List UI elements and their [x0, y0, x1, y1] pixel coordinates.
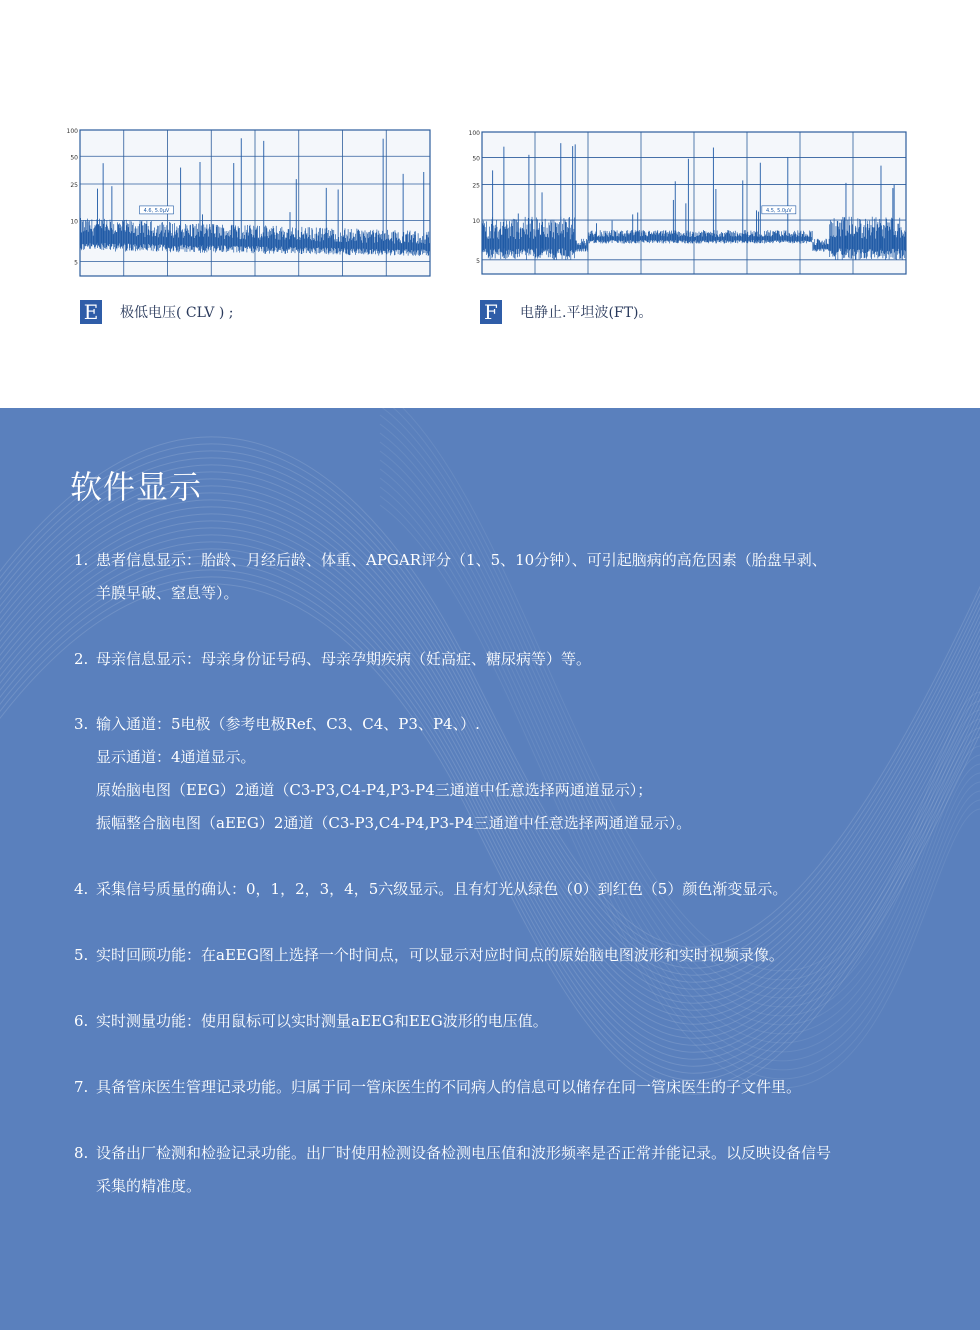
marker-label: 4.5, 5.0μV: [765, 207, 792, 214]
badge-e: E: [80, 300, 102, 324]
list-item: [74, 544, 934, 610]
caption-f: [480, 300, 652, 324]
caption-f-text: 电静止.平坦波(FT)。: [520, 305, 653, 321]
list-item: [74, 1005, 934, 1038]
y-tick-label: 50: [472, 155, 480, 163]
list-item: [74, 1071, 934, 1104]
item-line: 实时测量功能：使用鼠标可以实时测量aEEG和EEG波形的电压值。: [96, 1012, 548, 1030]
y-tick-label: 50: [70, 154, 78, 162]
aeeg-trace-e: [64, 124, 434, 284]
aeeg-chart-f: [466, 126, 910, 282]
y-tick-label: 10: [472, 218, 480, 226]
badge-f: F: [480, 300, 502, 324]
aeeg-trace-f: [466, 126, 910, 282]
y-tick-label: 10: [70, 218, 78, 226]
item-line: 输入通道：5电极（参考电极Ref、C3、C4、P3、P4、）.: [96, 715, 480, 733]
item-line: 采集的精准度。: [96, 1177, 202, 1195]
item-number: 7.: [74, 1078, 89, 1096]
caption-e-text: 极低电压( CLV ) ;: [120, 305, 234, 321]
list-item: [74, 939, 934, 972]
y-tick-label: 5: [476, 257, 480, 265]
item-number: 4.: [74, 880, 89, 898]
list-item: [74, 708, 934, 840]
item-number: 5.: [74, 946, 89, 964]
y-tick-label: 100: [66, 128, 78, 135]
y-tick-label: 5: [74, 259, 78, 267]
list-item: [74, 873, 934, 906]
list-item: [74, 643, 934, 676]
item-line: 采集信号质量的确认：0，1，2，3，4，5六级显示。且有灯光从绿色（0）到红色（5）颜色渐变显示。: [96, 880, 788, 898]
aeeg-chart-e: [64, 124, 434, 284]
item-line: 原始脑电图（EEG）2通道（C3-P3,C4-P4,P3-P4三通道中任意选择两通道显示）；: [96, 781, 653, 799]
item-line: 实时回顾功能：在aEEG图上选择一个时间点，可以显示对应时间点的原始脑电图波形和实时视频录像。: [96, 946, 784, 964]
item-number: 6.: [74, 1012, 89, 1030]
item-number: 8.: [74, 1144, 89, 1162]
item-number: 2.: [74, 650, 89, 668]
y-tick-label: 25: [472, 182, 480, 190]
item-line: 母亲信息显示：母亲身份证号码、母亲孕期疾病（妊高症、糖尿病等）等。: [96, 650, 592, 668]
list-item: [74, 1137, 934, 1203]
section-title: 软件显示: [70, 468, 203, 506]
item-line: 具备管床医生管理记录功能。归属于同一管床医生的不同病人的信息可以储存在同一管床医生的子文件里。: [96, 1078, 802, 1096]
item-line: 患者信息显示：胎龄、月经后龄、体重、APGAR评分（1、5、10分钟）、可引起脑病的高危因素（胎盘早剥、: [96, 551, 827, 569]
item-line: 羊膜早破、窒息等）。: [96, 584, 239, 602]
item-line: 显示通道：4通道显示。: [96, 748, 256, 766]
item-line: 振幅整合脑电图（aEEG）2通道（C3-P3,C4-P4,P3-P4三通道中任意选择两通道显示）。: [96, 814, 692, 832]
figure-area: [0, 0, 980, 408]
marker-label: 4.6, 5.0μV: [143, 207, 170, 214]
caption-e: [80, 300, 233, 324]
item-number: 1.: [74, 551, 89, 569]
y-tick-label: 25: [70, 182, 78, 190]
item-number: 3.: [74, 715, 89, 733]
item-line: 设备出厂检测和检验记录功能。出厂时使用检测设备检测电压值和波形频率是否正常并能记录。以反映设备信号: [96, 1144, 832, 1162]
y-tick-label: 100: [468, 130, 480, 137]
